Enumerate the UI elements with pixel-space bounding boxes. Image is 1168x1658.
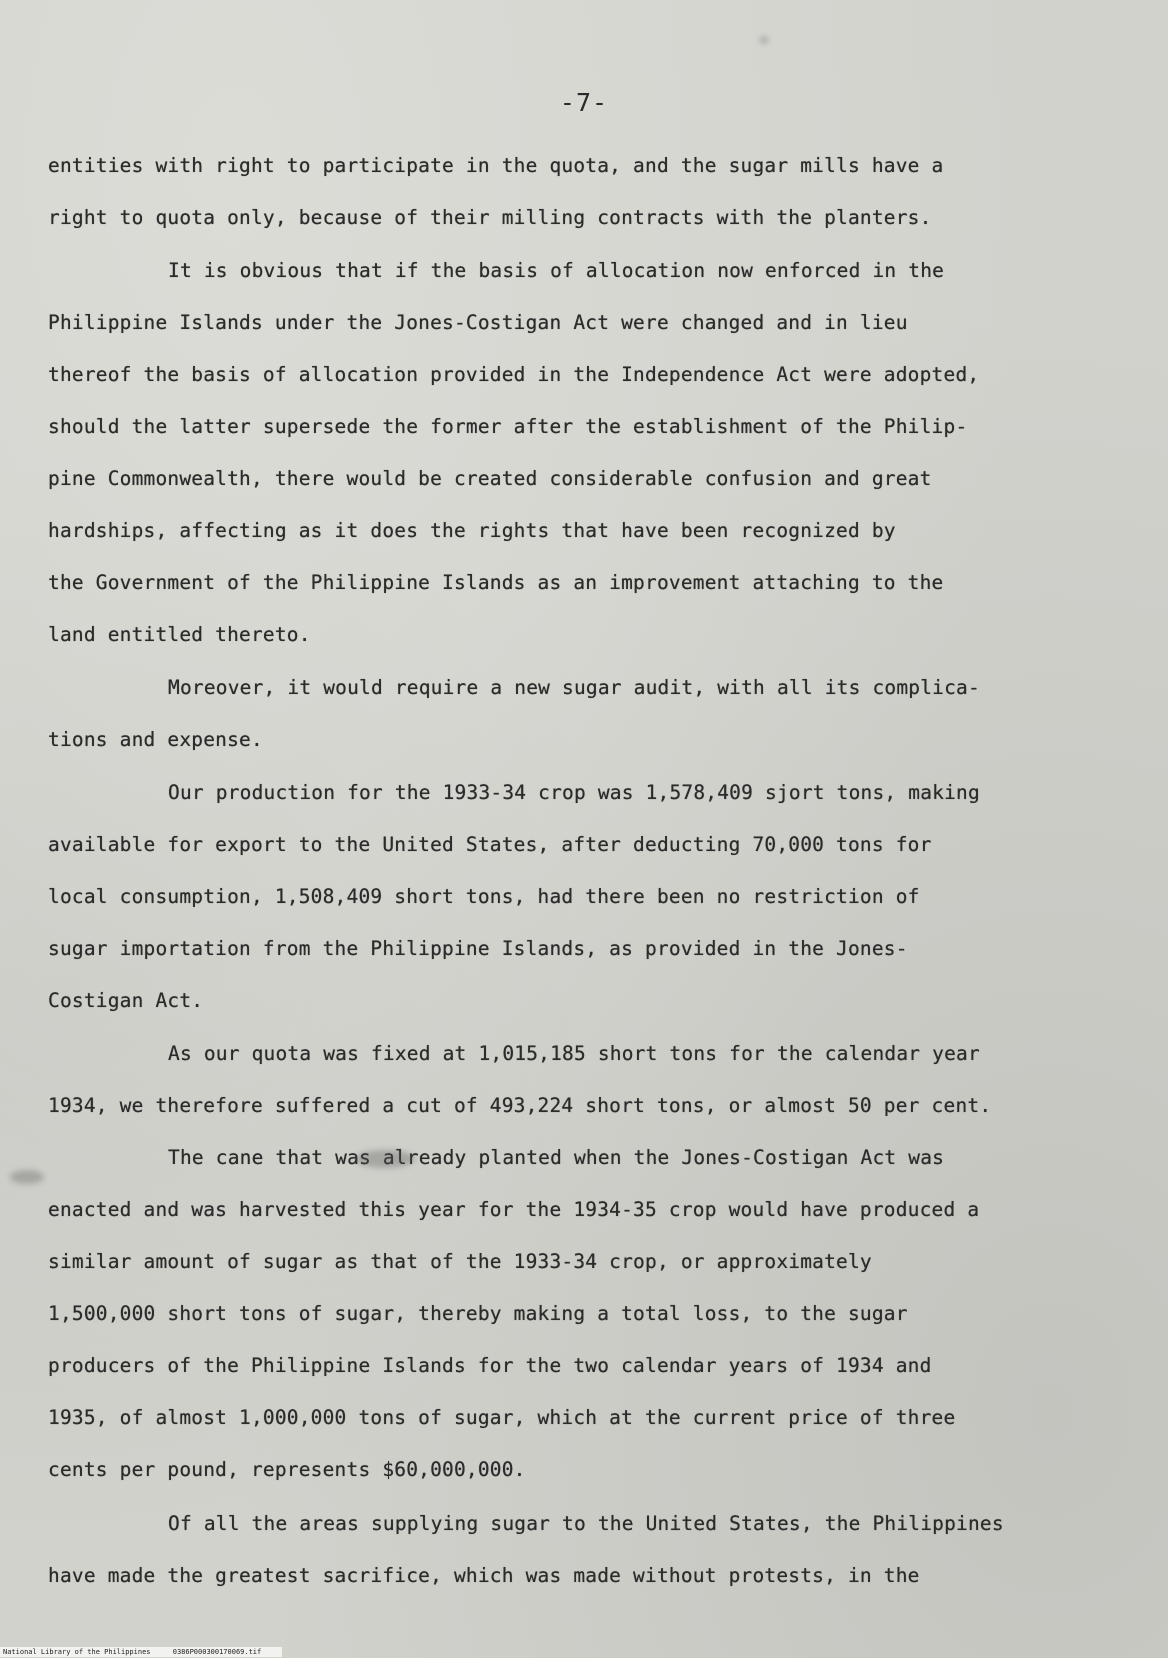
text-line: Of all the areas supplying sugar to the United States, the Philippines: [168, 1512, 1004, 1535]
text-line: It is obvious that if the basis of allocation now enforced in the: [168, 259, 945, 282]
text-line: similar amount of sugar as that of the 1933-34 crop, or approximately: [48, 1250, 872, 1273]
text-line: thereof the basis of allocation provided in the Independence Act were adopted,: [48, 363, 980, 386]
text-line: local consumption, 1,508,409 short tons, had there been no restriction of: [48, 885, 920, 908]
text-line: producers of the Philippine Islands for the two calendar years of 1934 and: [48, 1354, 932, 1377]
file-id: 0386P000300170069.tif: [172, 1648, 262, 1656]
text-line: The cane that was already planted when the Jones-Costigan Act was: [168, 1146, 945, 1169]
text-line: sugar importation from the Philippine Islands, as provided in the Jones-: [48, 937, 908, 960]
text-line: available for export to the United States, after deducting 70,000 tons for: [48, 833, 932, 856]
text-line: right to quota only, because of their milling contracts with the planters.: [48, 206, 932, 229]
text-line: entities with right to participate in the quota, and the sugar mills have a: [48, 154, 944, 177]
ink-smudge: [355, 1150, 415, 1168]
ink-smudge: [10, 1170, 44, 1184]
text-line: 1935, of almost 1,000,000 tons of sugar, which at the current price of three: [48, 1406, 956, 1429]
library-credit: National Library of the Philippines: [3, 1648, 151, 1656]
text-line: 1,500,000 short tons of sugar, thereby making a total loss, to the sugar: [48, 1302, 908, 1325]
text-line: enacted and was harvested this year for the 1934-35 crop would have produced a: [48, 1198, 980, 1221]
text-line: pine Commonwealth, there would be created considerable confusion and great: [48, 467, 932, 490]
text-line: tions and expense.: [48, 728, 263, 751]
ink-smudge: [760, 36, 768, 44]
text-line: the Government of the Philippine Islands as an improvement attaching to the: [48, 571, 944, 594]
text-line: Philippine Islands under the Jones-Costigan Act were changed and in lieu: [48, 311, 908, 334]
text-line: Our production for the 1933-34 crop was 1,578,409 sjort tons, making: [168, 781, 980, 804]
text-line: hardships, affecting as it does the rights that have been recognized by: [48, 519, 896, 542]
text-line: land entitled thereto.: [48, 623, 311, 646]
page-number: -7-: [559, 88, 609, 117]
text-line: Moreover, it would require a new sugar audit, with all its complica-: [168, 676, 980, 699]
scan-footer: [0, 1647, 282, 1657]
text-line: 1934, we therefore suffered a cut of 493,224 short tons, or almost 50 per cent.: [48, 1094, 992, 1117]
text-line: Costigan Act.: [48, 989, 204, 1012]
text-line: As our quota was fixed at 1,015,185 short tons for the calendar year: [168, 1042, 980, 1065]
text-line: should the latter supersede the former after the establishment of the Philip-: [48, 415, 968, 438]
text-line: have made the greatest sacrifice, which was made without protests, in the: [48, 1564, 920, 1587]
text-line: cents per pound, represents $60,000,000.: [48, 1458, 526, 1481]
